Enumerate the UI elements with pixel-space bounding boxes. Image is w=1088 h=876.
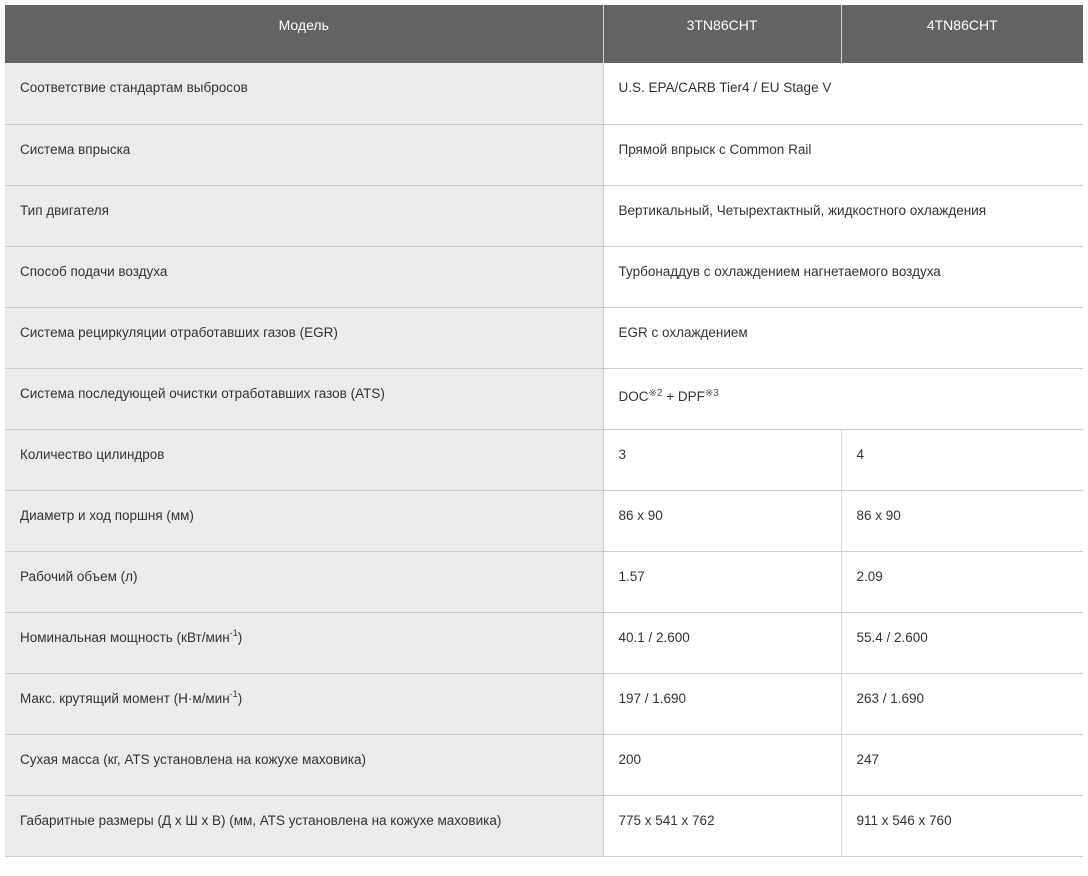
table-row	[5, 63, 1083, 124]
header-model-4tn86cht: 4TN86CHT	[841, 5, 1083, 63]
row-label-bore-stroke: Диаметр и ход поршня (мм)	[5, 490, 603, 551]
table-row	[5, 246, 1083, 307]
engine-spec-table	[5, 5, 1083, 857]
row-label-rated-power	[5, 612, 603, 673]
table-row	[5, 612, 1083, 673]
row-value-dimensions-3tn: 775 x 541 x 762	[603, 795, 841, 856]
row-value-displacement-4tn: 2.09	[841, 551, 1083, 612]
row-label-dry-weight: Сухая масса (кг, ATS установлена на кожухе маховика)	[5, 734, 603, 795]
row-value-dry-weight-4tn: 247	[841, 734, 1083, 795]
row-value-engine-type: Вертикальный, Четырехтактный, жидкостного охлаждения	[603, 185, 1083, 246]
row-label-egr: Система рециркуляции отработавших газов (EGR)	[5, 307, 603, 368]
row-value-max-torque-4tn: 263 / 1.690	[841, 673, 1083, 734]
row-value-dry-weight-3tn: 200	[603, 734, 841, 795]
row-value-egr: EGR с охлаждением	[603, 307, 1083, 368]
rated-power-label-text: Номинальная мощность (кВт/мин	[20, 629, 230, 645]
row-label-max-torque	[5, 673, 603, 734]
ats-doc-footnote: ※2	[648, 387, 663, 399]
row-value-emission-standards: U.S. EPA/CARB Tier4 / EU Stage V	[603, 63, 1083, 124]
table-row	[5, 551, 1083, 612]
table-row	[5, 307, 1083, 368]
rated-power-label-exponent: -1	[229, 627, 238, 638]
row-value-injection-system: Прямой впрыск с Common Rail	[603, 124, 1083, 185]
table-row	[5, 429, 1083, 490]
table-row	[5, 368, 1083, 429]
header-model-label: Модель	[5, 5, 603, 63]
row-label-air-intake: Способ подачи воздуха	[5, 246, 603, 307]
header-model-3tn86cht: 3TN86CHT	[603, 5, 841, 63]
table-row	[5, 795, 1083, 856]
row-value-bore-stroke-4tn: 86 x 90	[841, 490, 1083, 551]
row-value-rated-power-3tn: 40.1 / 2.600	[603, 612, 841, 673]
row-value-cylinders-3tn: 3	[603, 429, 841, 490]
row-value-dimensions-4tn: 911 x 546 x 760	[841, 795, 1083, 856]
row-value-rated-power-4tn: 55.4 / 2.600	[841, 612, 1083, 673]
row-value-air-intake: Турбонаддув с охлаждением нагнетаемого воздуха	[603, 246, 1083, 307]
table-row	[5, 490, 1083, 551]
ats-plus: +	[662, 388, 678, 404]
ats-dpf-footnote: ※3	[704, 387, 719, 399]
table-row	[5, 185, 1083, 246]
max-torque-label-exponent: -1	[229, 688, 238, 699]
table-row	[5, 124, 1083, 185]
row-label-cylinders: Количество цилиндров	[5, 429, 603, 490]
max-torque-label-end: )	[237, 690, 243, 706]
ats-dpf: DPF	[677, 388, 705, 404]
table-row	[5, 734, 1083, 795]
row-value-max-torque-3tn: 197 / 1.690	[603, 673, 841, 734]
row-value-ats	[603, 368, 1083, 429]
row-label-engine-type: Тип двигателя	[5, 185, 603, 246]
ats-doc: DOC	[618, 388, 649, 404]
row-label-displacement: Рабочий объем (л)	[5, 551, 603, 612]
row-value-displacement-3tn: 1.57	[603, 551, 841, 612]
row-label-injection-system: Система впрыска	[5, 124, 603, 185]
max-torque-label-text: Макс. крутящий момент (Н·м/мин	[20, 690, 230, 706]
row-value-cylinders-4tn: 4	[841, 429, 1083, 490]
row-label-dimensions: Габаритные размеры (Д x Ш x В) (мм, ATS установлена на кожухе маховика)	[5, 795, 603, 856]
rated-power-label-end: )	[237, 629, 243, 645]
table-row	[5, 673, 1083, 734]
row-label-emission-standards: Соответствие стандартам выбросов	[5, 63, 603, 124]
table-header-row	[5, 5, 1083, 63]
row-value-bore-stroke-3tn: 86 x 90	[603, 490, 841, 551]
row-label-ats: Система последующей очистки отработавших газов (ATS)	[5, 368, 603, 429]
